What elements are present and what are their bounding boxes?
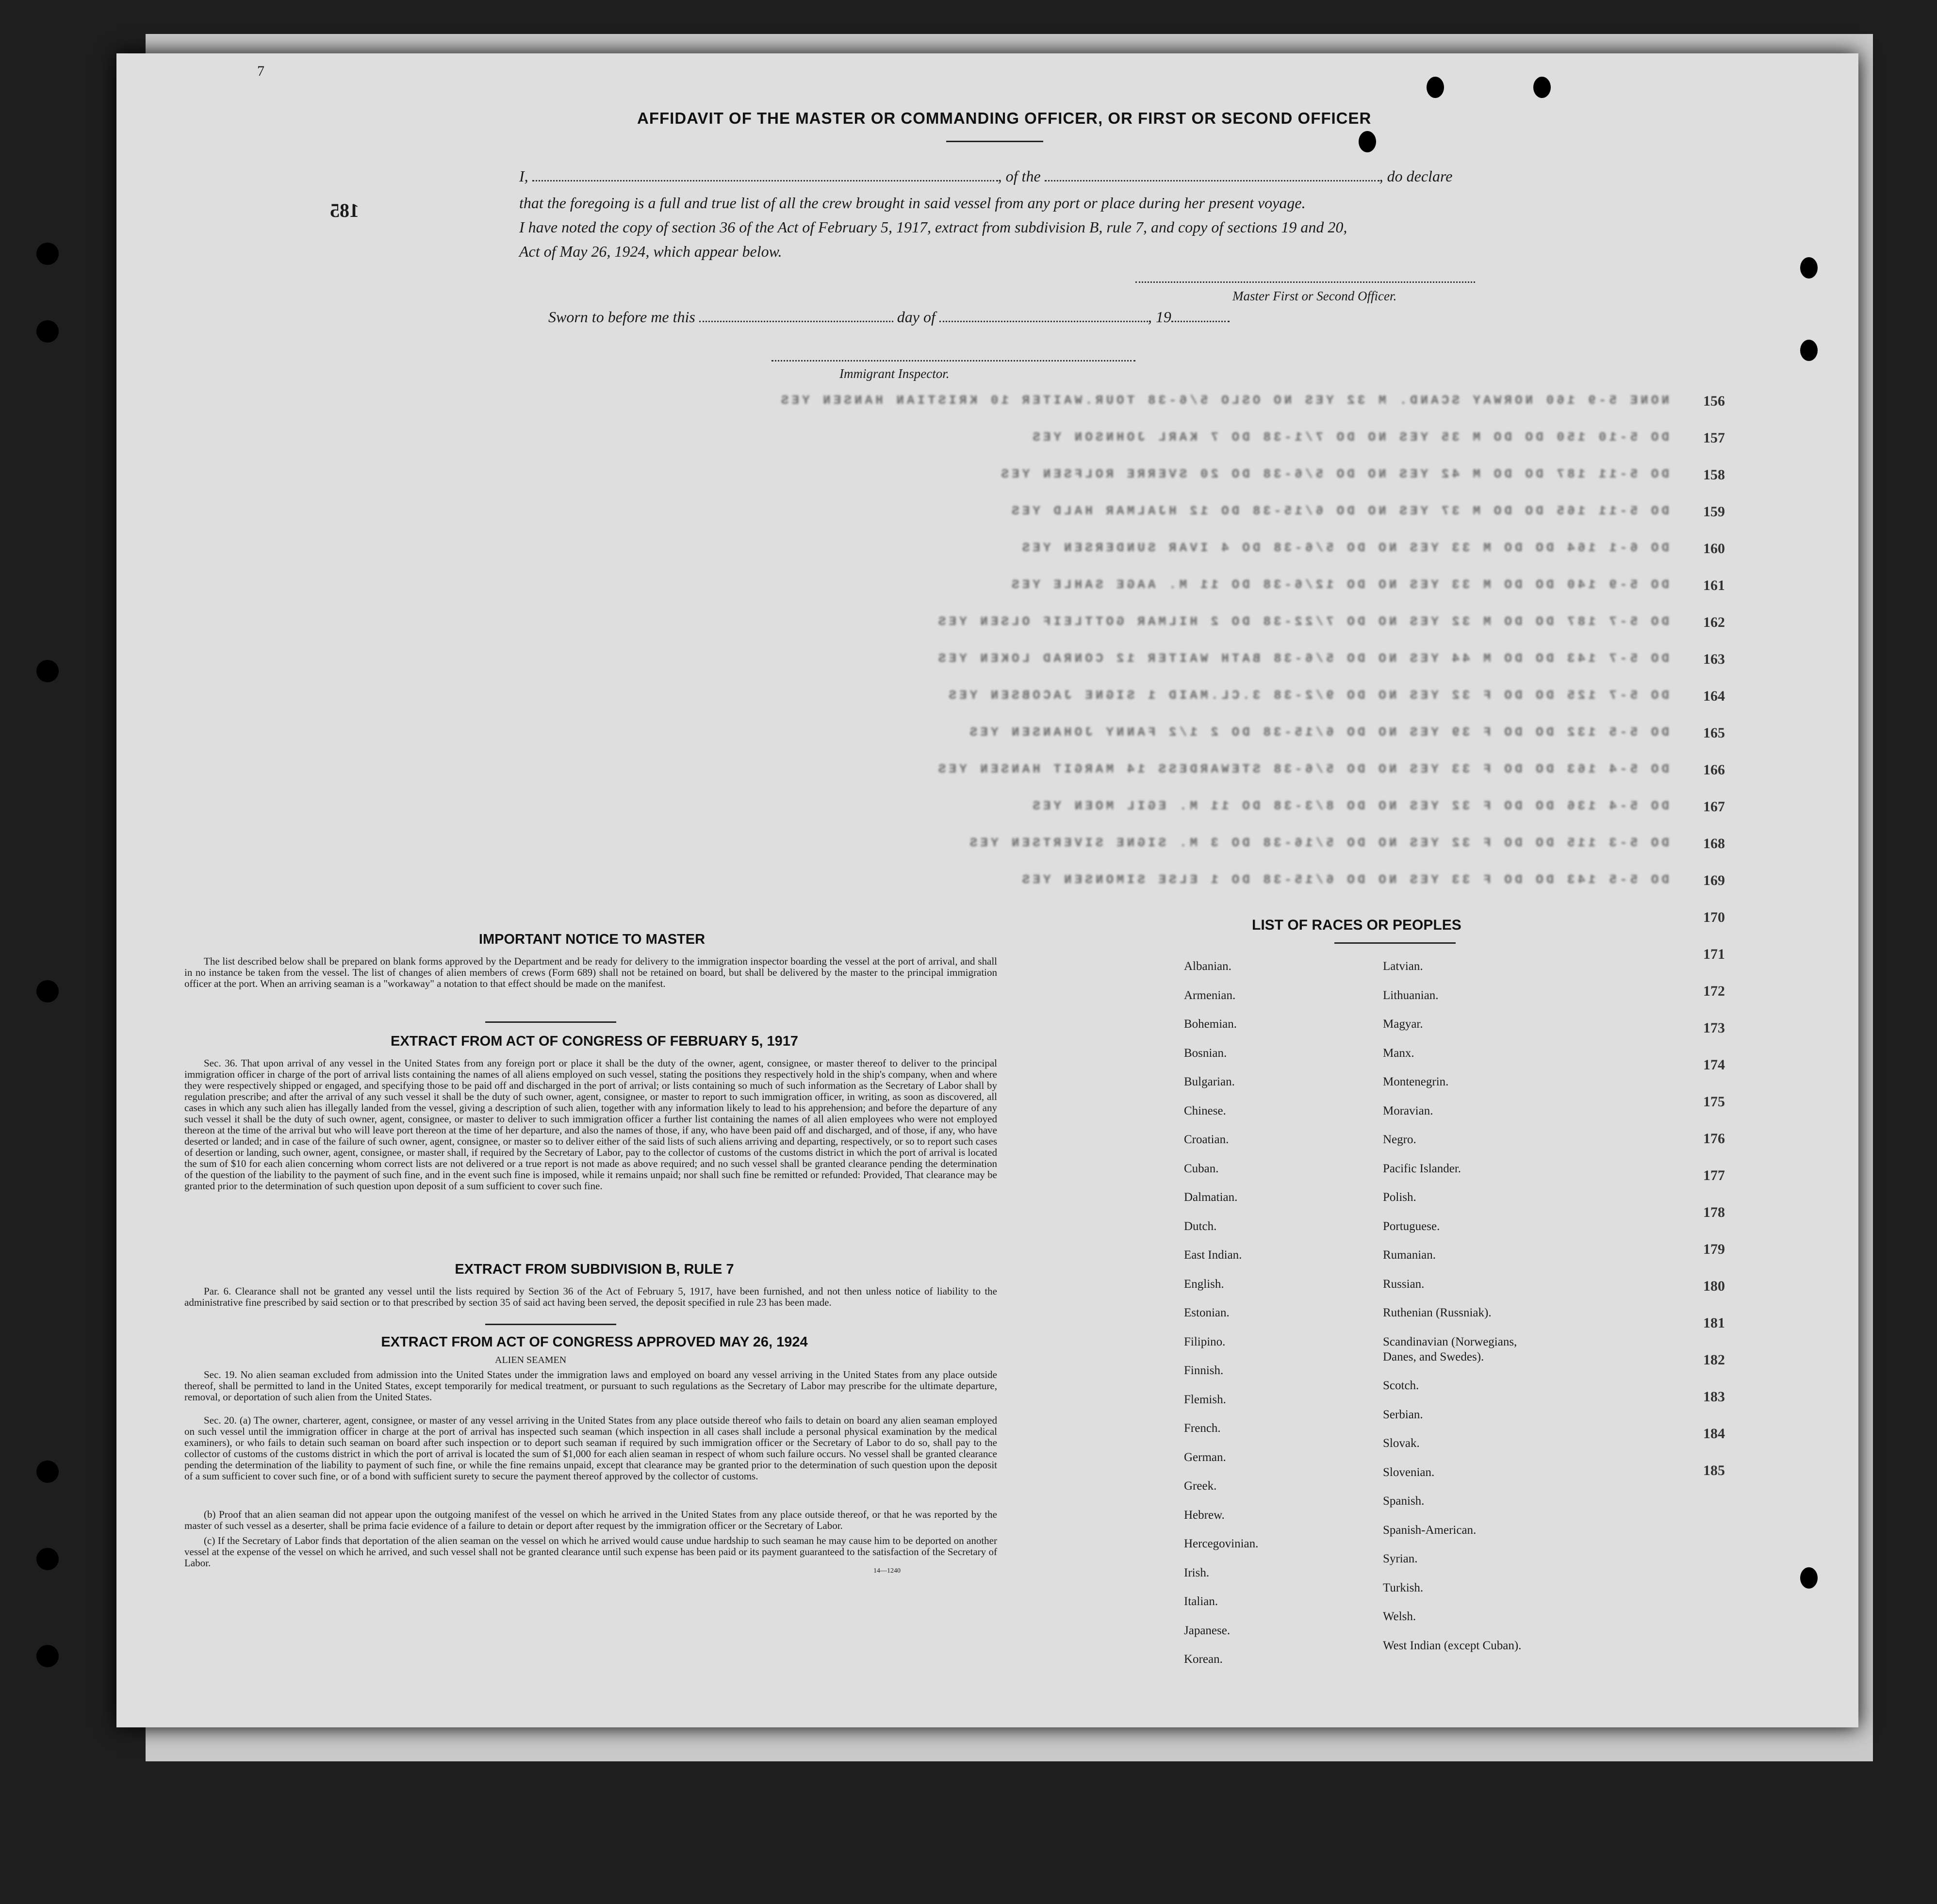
extract-1924-sec19: Sec. 19. No alien seaman excluded from admission into the United States under the immigration laws and employed on board any vessel arriving in the United States from any place outside thereof, shall be permitted to land in the United States, except temporarily for medical treatment, or pursuant to such regulations as the Secretary of Labor may prescribe for the ultimate departure, removal, or deportation of such alien from the United States.	[184, 1369, 997, 1403]
race-item: Ruthenian (Russniak).	[1383, 1306, 1492, 1319]
ghost-line-number: 167	[1703, 799, 1725, 815]
race-item: Rumanian.	[1383, 1248, 1436, 1262]
race-item: Estonian.	[1184, 1306, 1230, 1319]
extract-1917-title: EXTRACT FROM ACT OF CONGRESS OF FEBRUARY 5, 1917	[390, 1034, 799, 1049]
ghost-line-number: 173	[1703, 1020, 1725, 1036]
affidavit-line3: I have noted the copy of section 36 of the Act of February 5, 1917, extract from subdivision B, rule 7, and copy of sections 19 and 20,	[519, 218, 1347, 236]
section-rule	[485, 1324, 616, 1325]
race-item: Slovenian.	[1383, 1465, 1435, 1479]
ghost-row: DO 5-7 125 DO DO F 32 YES NO DO 9/2-38 3.CL.MAID 1 SIGNE JACOBSEN YES	[946, 688, 1669, 703]
sworn-text: Sworn to before me this	[548, 308, 695, 326]
ghost-row: DO 5-5 143 DO DO F 33 YES NO DO 6/15-38 DO 1 ELSE SIMONSEN YES	[1019, 872, 1669, 887]
affidavit-line2: that the foregoing is a full and true list of all the crew brought in said vessel from any port or place during her present voyage.	[519, 194, 1306, 212]
race-item: Moravian.	[1383, 1104, 1433, 1117]
ghost-line-number: 157	[1703, 430, 1725, 446]
punch-hole	[1800, 1567, 1818, 1589]
month-blank[interactable]	[939, 321, 1148, 322]
sheet-number: 185	[330, 199, 359, 221]
ghost-line-number: 170	[1703, 909, 1725, 925]
race-item: Magyar.	[1383, 1018, 1423, 1031]
race-item: Bulgarian.	[1184, 1075, 1235, 1088]
race-item: Albanian.	[1184, 960, 1231, 973]
race-item: Syrian.	[1383, 1552, 1418, 1565]
affidavit-title: AFFIDAVIT OF THE MASTER OR COMMANDING OFFICER, OR FIRST OR SECOND OFFICER	[637, 109, 1372, 127]
ghost-line-number: 161	[1703, 577, 1725, 593]
binder-hole	[36, 243, 59, 265]
affidavit-line1	[519, 167, 1452, 185]
master-signature-label: Master First or Second Officer.	[1232, 289, 1397, 303]
race-item: Chinese.	[1184, 1104, 1226, 1117]
race-item: Japanese.	[1184, 1624, 1231, 1637]
affidavit-declare: , do declare	[1379, 167, 1453, 185]
year-prefix: , 19	[1148, 308, 1171, 326]
race-item: Pacific Islander.	[1383, 1162, 1461, 1175]
binder-hole	[36, 320, 59, 343]
race-item: Spanish-American.	[1383, 1523, 1477, 1537]
race-item: Hercegovinian.	[1184, 1537, 1259, 1550]
race-item: Negro.	[1383, 1133, 1416, 1146]
ghost-row: DO 5-9 140 DO DO M 33 YES NO DO 12/6-38 DO 11 M. AAGE SAHLE YES	[1009, 577, 1669, 592]
day-blank[interactable]	[699, 321, 893, 322]
race-item: Latvian.	[1383, 960, 1423, 973]
extract-rule7-text: Par. 6. Clearance shall not be granted any vessel until the lists required by Section 36 of the Act of February 5, 1917, have been furnished, and not then unless notice of liability to the administrative fine prescribed by said section or to that prescribed by section 35 of said act having been served, the deposit specified in rule 23 has been made.	[184, 1285, 997, 1308]
ghost-line-number: 174	[1703, 1057, 1725, 1073]
ghost-line-number: 166	[1703, 762, 1725, 778]
punch-hole	[1427, 77, 1444, 98]
race-item: Polish.	[1383, 1191, 1416, 1204]
race-item: Portuguese.	[1383, 1219, 1440, 1233]
ghost-line-number: 169	[1703, 872, 1725, 888]
race-item: Filipino.	[1184, 1335, 1226, 1348]
binder-hole	[36, 1645, 59, 1667]
ghost-line-number: 160	[1703, 541, 1725, 557]
punch-hole	[1533, 77, 1551, 98]
races-column-1	[1184, 960, 1258, 1682]
extract-1924-title: EXTRACT FROM ACT OF CONGRESS APPROVED MAY 26, 1924	[381, 1334, 808, 1350]
ghost-row: DO 5-10 150 DO DO M 35 YES NO DO 7/1-38 DO 7 KARL JOHNSON YES	[1030, 430, 1669, 444]
ghost-line-number: 185	[1703, 1462, 1725, 1478]
punch-hole	[1359, 131, 1376, 152]
race-item: Turkish.	[1383, 1581, 1424, 1594]
extract-1924-sec20b: (b) Proof that an alien seaman did not appear upon the outgoing manifest of the vessel on which he arrived in the United States from any place outside thereof, or that he was reported by the master of such vessel as a deserter, shall be prima facie evidence of a failure to detain or deport after request by the immigration officer or the Secretary of Labor.	[184, 1509, 997, 1531]
race-item: Russian.	[1383, 1277, 1425, 1291]
ghost-line-number: 180	[1703, 1278, 1725, 1294]
race-item: French.	[1184, 1422, 1221, 1435]
race-item: Armenian.	[1184, 988, 1236, 1002]
ghost-line-number: 156	[1703, 393, 1725, 409]
punch-hole	[1800, 257, 1818, 279]
notice-title: IMPORTANT NOTICE TO MASTER	[478, 932, 706, 947]
race-item: Finnish.	[1184, 1364, 1224, 1377]
vessel-blank[interactable]	[1045, 180, 1379, 181]
punch-hole	[1800, 340, 1818, 361]
ghost-line-number: 158	[1703, 467, 1725, 483]
ghost-row: DO 5-7 143 DO DO M 44 YES NO DO 5/6-38 BATH WAITER 12 CONRAD LOKEN YES	[935, 651, 1669, 666]
extract-1924-subtitle: ALIEN SEAMEN	[495, 1355, 567, 1365]
year-blank[interactable]	[1171, 321, 1230, 322]
ghost-line-number: 183	[1703, 1389, 1725, 1405]
inspector-signature-label: Immigrant Inspector.	[839, 366, 950, 381]
race-item: Welsh.	[1383, 1610, 1416, 1623]
title-underline	[946, 141, 1043, 142]
ghost-line-number: 168	[1703, 836, 1725, 852]
race-item: Italian.	[1184, 1595, 1218, 1608]
race-item: West Indian (except Cuban).	[1383, 1639, 1522, 1652]
inspector-signature-line[interactable]	[772, 360, 1135, 361]
corner-number: 7	[257, 63, 264, 79]
binder-hole	[36, 1548, 59, 1570]
binder-hole	[36, 660, 59, 682]
race-item: Greek.	[1184, 1479, 1217, 1493]
ghost-line-number: 177	[1703, 1167, 1725, 1183]
race-item: Manx.	[1383, 1046, 1414, 1060]
race-item: Flemish.	[1184, 1393, 1226, 1406]
affidavit-i: I,	[519, 167, 528, 185]
races-title: LIST OF RACES OR PEOPLES	[1252, 917, 1461, 933]
race-item: Dalmatian.	[1184, 1191, 1238, 1204]
race-item: Cuban.	[1184, 1162, 1219, 1175]
races-rule	[1334, 942, 1456, 944]
race-item: East Indian.	[1184, 1248, 1242, 1262]
ghost-row: DO 5-7 187 DO DO M 32 YES NO DO 7/22-38 DO 2 HILMAR GOTTLEIF OLSEN YES	[935, 614, 1669, 629]
sworn-line	[548, 308, 1230, 326]
ghost-line-number: 182	[1703, 1352, 1725, 1368]
notice-text: The list described below shall be prepared on blank forms approved by the Department and be ready for delivery to the immigration inspector boarding the vessel at the port of arrival, and shall in no instance be taken from the vessel. The list of changes of alien members of crews (Form 689) shall not be retained on board, but shall be delivered by the master to the principal immigration officer at the port. When an arriving seaman is a "workaway" a notation to that effect should be made on the manifest.	[184, 955, 997, 989]
extract-1924-sec20a: Sec. 20. (a) The owner, charterer, agent, consignee, or master of any vessel arriving in the United States from any place outside thereof who fails to detain on board any alien seaman employed on such vessel until the immigration officer in charge at the port of arrival has inspected such seaman (which inspection in all cases shall include a personal physical examination by the medical examiners), or who fails to detain such seaman on board after such inspection or to deport such seaman if required by such immigration officer or the Secretary of Labor to do so, shall pay to the collector of customs of the customs district in which the port of arrival is located the sum of $1,000 for each alien seaman in respect of whom such failure occurs. No vessel shall be granted clearance pending the determination of the liability to payment of such fine, or while the fine remains unpaid, except that clearance may be granted prior to the determination of such question upon the deposit of a sum sufficient to cover such fine, or of a bond with sufficient surety to secure the payment thereof approved by the collector of customs.	[184, 1414, 997, 1482]
master-signature-line[interactable]	[1135, 281, 1475, 283]
race-item: Dutch.	[1184, 1219, 1217, 1233]
ghost-row: DO 5-4 163 DO DO F 33 YES NO DO 5/6-38 STEWARDESS 14 MARGIT HANSEN YES	[935, 762, 1669, 776]
ghost-line-number: 159	[1703, 504, 1725, 520]
race-item: Scandinavian (Norwegians,	[1383, 1335, 1517, 1348]
ghost-row: DO 5-11 165 DO DO M 37 YES NO DO 6/15-38 DO 12 HJALMAR HALD YES	[1009, 504, 1669, 518]
ghost-line-number: 172	[1703, 983, 1725, 999]
race-item: Bosnian.	[1184, 1046, 1227, 1060]
ghost-line-number: 181	[1703, 1315, 1725, 1331]
race-item: Slovak.	[1383, 1437, 1420, 1450]
ghost-line-number: 179	[1703, 1241, 1725, 1257]
affidavit-of-the: , of the	[998, 167, 1041, 185]
ghost-line-number: 164	[1703, 688, 1725, 704]
race-item: German.	[1184, 1450, 1226, 1464]
day-of-text: day of	[897, 308, 936, 326]
ghost-line-number: 171	[1703, 946, 1725, 962]
ghost-row: DO 5-3 115 DO DO F 32 YES NO DO 5/16-38 DO 3 M. SIGNE SIVERTSEN YES	[967, 836, 1669, 850]
race-item: Bohemian.	[1184, 1018, 1237, 1031]
race-item: Spanish.	[1383, 1494, 1425, 1508]
ghost-line-number: 163	[1703, 651, 1725, 667]
race-item: Montenegrin.	[1383, 1075, 1449, 1088]
affidavit-line4: Act of May 26, 1924, which appear below.	[519, 243, 782, 260]
ghost-row: DO 5-4 136 DO DO F 32 YES NO DO 8/3-38 DO 11 M. EGIL MOEN YES	[1030, 799, 1669, 813]
section-rule	[485, 1021, 616, 1023]
ghost-row: DO 5-11 187 DO DO M 42 YES NO DO 5/6-38 DO 20 SVERRE ROLFSEN YES	[998, 467, 1669, 481]
race-item: Lithuanian.	[1383, 988, 1439, 1002]
ghost-line-number: 162	[1703, 614, 1725, 630]
binder-hole	[36, 980, 59, 1002]
ghost-line-number: 178	[1703, 1204, 1725, 1220]
extract-rule7-title: EXTRACT FROM SUBDIVISION B, RULE 7	[455, 1262, 734, 1277]
name-blank[interactable]	[532, 180, 998, 181]
ghost-line-number: 165	[1703, 725, 1725, 741]
binder-hole	[36, 1461, 59, 1483]
ghost-line-number: 175	[1703, 1094, 1725, 1110]
race-item: Danes, and Swedes).	[1383, 1350, 1484, 1363]
ghost-row: DO 6-1 164 DO DO M 33 YES NO DO 5/6-38 DO 4 IVAR SUNDERSEN YES	[1019, 541, 1669, 555]
extract-1924-sec20c: (c) If the Secretary of Labor finds that deportation of the alien seaman on the vessel on which he arrived would cause undue hardship to such seaman he may cause him to be deported on another vessel at the expense of the vessel on which he arrived, and such vessel shall not be granted clearance until such expense has been paid or its payment guaranteed to the satisfaction of the Secretary of Labor.	[184, 1535, 997, 1569]
form-number: 14—1240	[873, 1567, 901, 1575]
race-item: Korean.	[1184, 1653, 1223, 1666]
races-column-2	[1383, 960, 1521, 1668]
race-item: Irish.	[1184, 1566, 1210, 1579]
ghost-row: DO 5-5 132 DO DO F 39 YES NO DO 6/15-38 DO 2 1/2 FANNY JOHANSEN YES	[967, 725, 1669, 739]
manifest-page	[116, 53, 1858, 1727]
race-item: Hebrew.	[1184, 1508, 1225, 1522]
ghost-line-number: 184	[1703, 1426, 1725, 1442]
extract-1917-text: Sec. 36. That upon arrival of any vessel in the United States from any foreign port or place it shall be the duty of the owner, agent, consignee, or master thereof to deliver to the principal immigration officer in charge of the port of arrival lists containing the names of all aliens employed on such vessel, stating the positions they respectively hold in the ship's company, when and where they were respectively shipped or engaged, and specifying those to be paid off and discharged in the port of arrival; or lists containing so much of such information as the Secretary of Labor shall by regulation prescribe; and after the arrival of any such vessel it shall be the duty of such owner, agent, consignee, or master to report to such immigration officer, in writing, as soon as discovered, all cases in which any such alien has illegally landed from the vessel, giving a description of such alien, together with any information likely to lead to his apprehension; and before the departure of any such vessel it shall be the duty of such owner, agent, consignee, or master to deliver to such immigration officer a further list containing the names of all alien employees who were not employed thereon at the time of the arrival but who will leave port thereon at the time of her departure, and also the names of those, if any, who have been paid off and discharged, and of those, if any, who have deserted or landed; and in case of the failure of such owner, agent, consignee, or master so to deliver either of the said lists of such aliens arriving and departing, respectively, or so to report such cases of desertion or landing, such owner, agent, consignee, or master shall, if required by the Secretary of Labor, pay to the collector of customs of the customs district in which the port of arrival is located the sum of $10 for each alien concerning whom correct lists are not delivered or a true report is not made as above required; and no such vessel shall be granted clearance pending the determination of the question of the liability to the payment of such fine, and in the event such fine is imposed, while it remains unpaid; nor shall such fine be remitted or refunded: Provided, That clearance may be granted prior to the determination of such question upon deposit of a sum sufficient to cover such fine.	[184, 1057, 997, 1192]
ghost-line-number: 176	[1703, 1131, 1725, 1147]
ghost-row: NONE 5-9 160 NORWAY SCAND. M 32 YES NO OSLO 5/6-38 TOUR.WAITER 10 KRISTIAN HANSEN YES	[778, 393, 1669, 408]
race-item: Croatian.	[1184, 1133, 1229, 1146]
race-item: Scotch.	[1383, 1379, 1419, 1392]
race-item: English.	[1184, 1277, 1224, 1291]
race-item: Serbian.	[1383, 1408, 1423, 1421]
